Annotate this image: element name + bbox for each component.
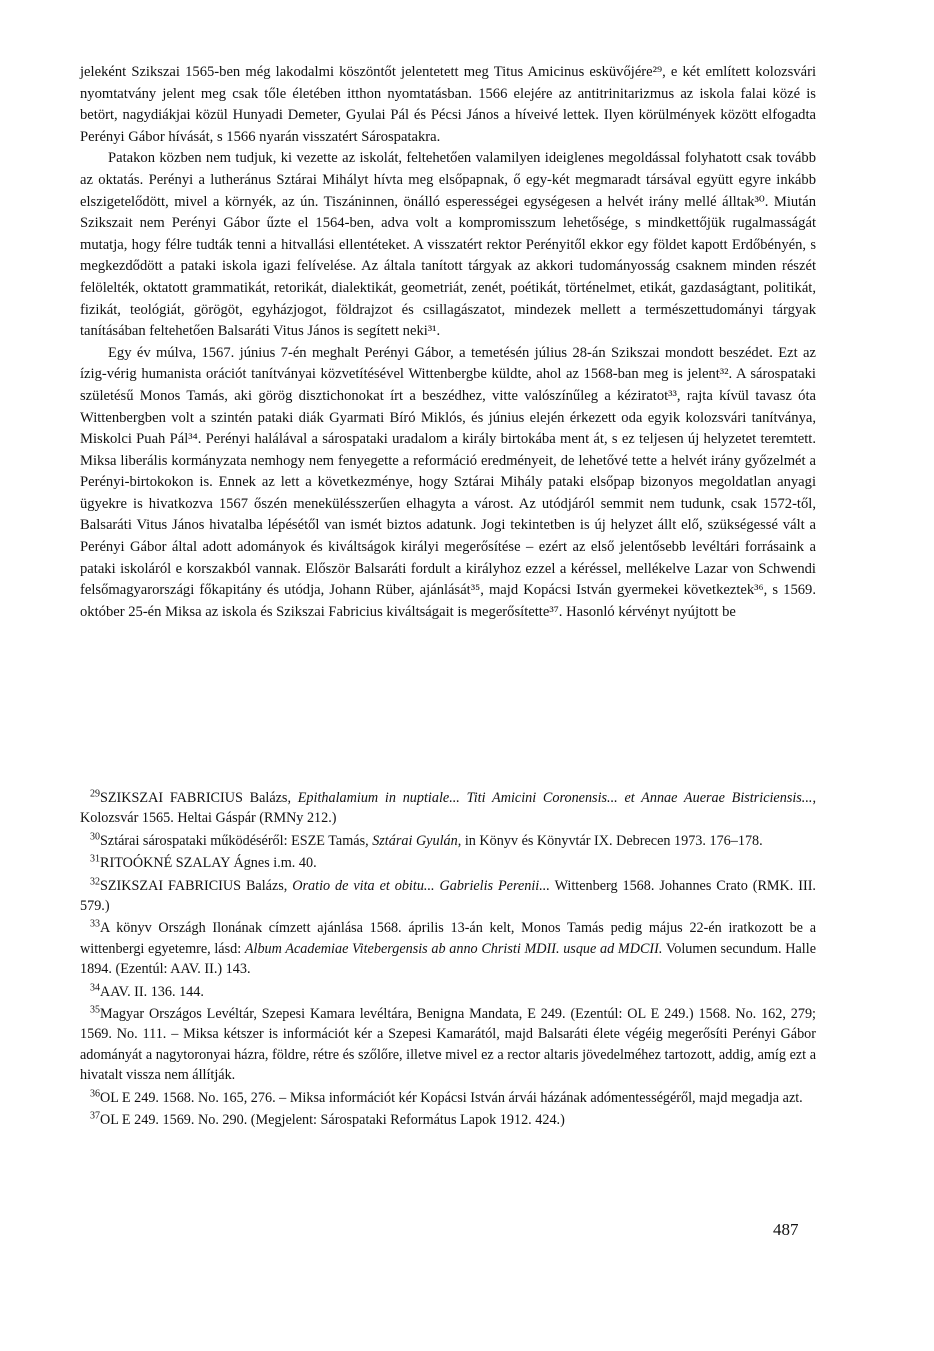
paragraph-1: jeleként Szikszai 1565-ben még lakodalmi köszöntőt jelentetett meg Titus Amicinus esküvőjére²⁹, e két említett kolozsvári nyomtatvány jelent meg csak tőle életében itthon nyomtatásban. 1566 elejére az antitrinitarizmus az iskola falai közé is betört, nagydiákjai közül Hunyadi Demeter, Gyulai Pál és Pécsi János a híveivé lettek. Ilyen körülmények között elfogadta Perényi Gábor hívását, s 1566 nyarán visszatért Sárospatakra.	[80, 64, 816, 145]
footnote	[80, 918, 816, 979]
footnotes	[80, 788, 816, 1133]
footnote-text: Sztárai sárospataki működéséről: ESZE Tamás, Sztárai Gyulán, in Könyv és Könyvtár IX. Debrecen 1973. 176–178.	[100, 832, 763, 849]
footnote-number: 34	[90, 981, 100, 993]
footnote-number: 35	[90, 1004, 100, 1016]
footnote-number: 36	[90, 1087, 100, 1099]
footnote-text: AAV. II. 136. 144.	[100, 983, 204, 1000]
footnote-text: OL E 249. 1569. No. 290. (Megjelent: Sárospataki Református Lapok 1912. 424.)	[100, 1112, 565, 1129]
footnote	[80, 788, 816, 829]
footnote-number: 32	[90, 875, 100, 887]
footnote-text: SZIKSZAI FABRICIUS Balázs, Epithalamium in nuptiale... Titi Amicini Coronensis... et Annae Auerae Bistriciensis..., Kolozsvár 1565. Heltai Gáspár (RMNy 212.)	[80, 790, 816, 827]
footnote	[80, 1088, 816, 1108]
footnote	[80, 1004, 816, 1086]
footnote-text: Magyar Országos Levéltár, Szepesi Kamara levéltára, Benigna Mandata, E 249. (Ezentúl: OL E 249.) 1568. No. 162, 279; 1569. No. 111. – Miksa kétszer is információt kér a Szepesi Kamarától, majd Balsaráti élete végéig megerősíti Perényi Gábor adományát a nagytoronyai házra, földre, rétre és szőlőre, illetve mivel ez a rector altaris jövedelméhez tartozott, addig, amíg ezt a hivatalt vissza nem állítják.	[80, 1006, 816, 1084]
footnote-number: 33	[90, 918, 100, 930]
footnote	[80, 831, 816, 851]
footnote-number: 37	[90, 1110, 100, 1122]
footnote	[80, 876, 816, 917]
footnote-number: 29	[90, 788, 100, 800]
body-text	[80, 62, 816, 623]
page-number: 487	[773, 1220, 799, 1239]
footnote-text: A könyv Országh Ilonának címzett ajánlása 1568. április 13-án kelt, Monos Tamás pedig május 22-én iratkozott be a wittenbergi egyetemre, lásd: Album Academiae Vitebergensis ab anno Christi MDII. usque ad MDCII. Volumen secundum. Halle 1894. (Ezentúl: AAV. II.) 143.	[80, 920, 816, 978]
footnote-text: RITOÓKNÉ SZALAY Ágnes i.m. 40.	[100, 855, 317, 872]
footnote	[80, 982, 816, 1002]
footnote-number: 31	[90, 853, 100, 865]
paragraph-3: Egy év múlva, 1567. június 7-én meghalt Perényi Gábor, a temetésén július 28-án Szikszai mondott beszédet. Ezt az ízig-vérig humanista orációt tanítványai közvetítésével Wittenbergbe küldte, ahol az 1568-ban meg is jelent³². A sárospataki születésű Monos Tamás, aki görög disztichonokat írt a beszédhez, vitte valószínűleg a kéziratot³³, rajta kívül tavasz óta Wittenbergben volt a szintén pataki diák Gyarmati Bíró Miklós, és június elején érkezett oda egyik kolozsvári tanítványa, Miskolci Puah Pál³⁴. Perényi halálával a sárospataki uradalom a király birtokába ment át, s ez teljesen új helyzetet teremtett. Miksa liberális kormányzata nemhogy nem fenyegette a reformáció eredményeit, de lehetővé tette a helvét irány győzelmét a Perényi-birtokokon is. Ennek az lett a következménye, hogy Sztárai Mihály pataki elsőpap bizonyos megoldatlan anyagi ügyekre is hivatkozva 1567 őszén menekülésszerűen elhagyta a várost. Az utódjáról semmit nem tudunk, csak 1572-től, Balsaráti Vitus János hivatalba lépésétől van ismét biztos adatunk. Jogi tekintetben is új helyzet állt elő, szükségessé vált a Perényi Gábor által adott adományok és kiváltságok királyi megerősítése – ezért az első jelentősebb levéltári forrásaink a pataki iskoláról e korszakból vannak. Először Balsaráti fordult a királyhoz ezzel a kéréssel, mellékelve Lazar von Schwendi felsőmagyarországi főkapitány és utódja, Johann Rüber, ajánlását³⁵, majd Kopácsi István gyermekei következtek³⁶, s 1569. október 25-én Miksa az iskola és Szikszai Fabricius kiváltságait is megerősítette³⁷. Hasonló kérvényt nyújtott be	[80, 344, 816, 620]
paragraph-2: Patakon közben nem tudjuk, ki vezette az iskolát, feltehetően valamilyen ideiglenes megoldással folyhatott csak tovább az oktatás. Perényi a lutheránus Sztárai Mihályt hívta meg elsőpapnak, ő egy-két megmaradt társával együtt egyre inkább elszigetelődött, mivel a környék, az ún. Tiszáninnen, önálló esperességei egységesen a helvét irány mellé álltak³⁰. Miután Szikszait nem Perényi Gábor űzte el 1564-ben, adva volt a kompromisszum lehetősége, s mindkettőjük rugalmasságát mutatja, hogy félre tudták tenni a hitvallási ellentéteket. A visszatért rektor Perényitől ekkor egy földet kapott Erdőbényén, s megkezdődött a pataki iskola igazi felívelése. Az általa tanított tárgyak az akkori tudományosság csaknem minden részét felölelték, oktatott grammatikát, retorikát, dialektikát, geometriát, zenét, poétikát, történelmet, etikát, gazdaságtant, politikát, fizikát, teológiát, görögöt, egyházjogot, földrajzot és csillagászatot, mindezek mellett a természettudományi tárgyak tanításában feltehetően Balsaráti Vitus János is segített neki³¹.	[80, 150, 816, 340]
footnote-text: OL E 249. 1568. No. 165, 276. – Miksa információt kér Kopácsi István árvái házának adómentességéről, majd megadja azt.	[100, 1089, 803, 1106]
footnote	[80, 853, 816, 873]
footnote-number: 30	[90, 831, 100, 843]
footnote-text: SZIKSZAI FABRICIUS Balázs, Oratio de vita et obitu... Gabrielis Perenii... Wittenberg 1568. Johannes Crato (RMK. III. 579.)	[80, 877, 816, 915]
footnote	[80, 1110, 816, 1130]
